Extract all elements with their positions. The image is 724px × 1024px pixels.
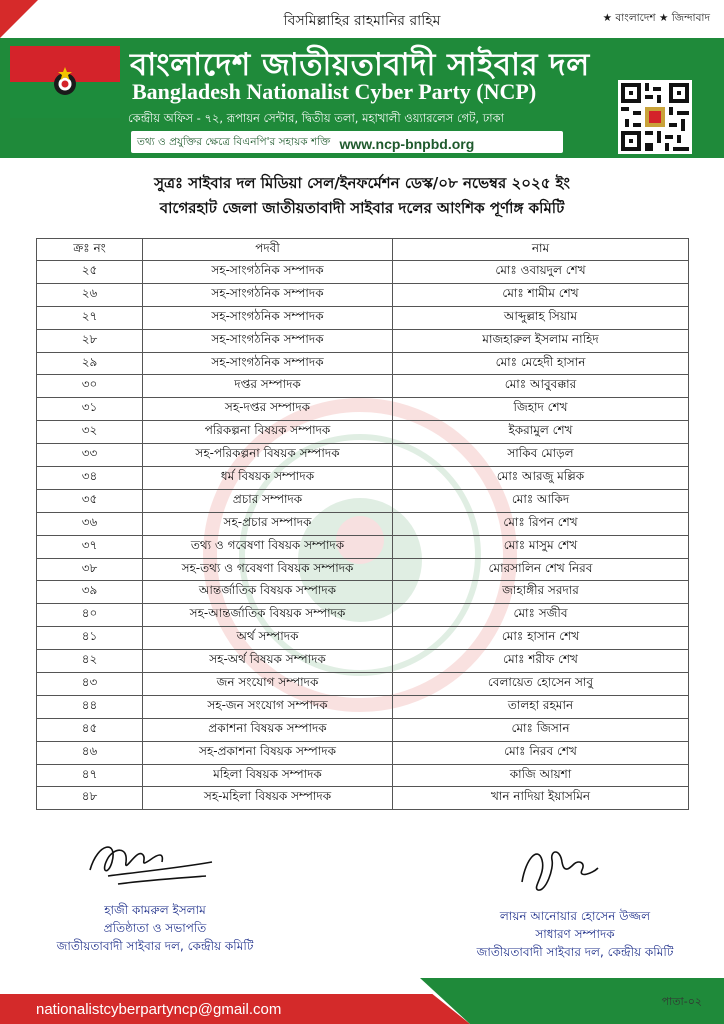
row-name: মোঃ শরীফ শেখ [393, 650, 689, 673]
row-serial: ৪৮ [37, 787, 143, 810]
row-name: মোঃ মেহেদী হাসান [393, 352, 689, 375]
table-row [37, 261, 689, 284]
row-serial: ৩৭ [37, 535, 143, 558]
row-name: বেলায়েত হোসেন সাবু [393, 673, 689, 696]
signatory-left [20, 901, 290, 955]
row-name: জাহাঙ্গীর সরদার [393, 581, 689, 604]
row-serial: ৩৮ [37, 558, 143, 581]
row-designation: অর্থ সম্পাদক [143, 627, 393, 650]
row-name: তালহা রহমান [393, 695, 689, 718]
table-row [37, 535, 689, 558]
party-title-english: Bangladesh Nationalist Cyber Party (NCP) [132, 79, 537, 104]
signatory-right [440, 907, 710, 961]
signatory-right-title: সাধারণ সম্পাদক [535, 927, 615, 941]
row-designation: সহ-তথ্য ও গবেষণা বিষয়ক সম্পাদক [143, 558, 393, 581]
slogan-text: ★ বাংলাদেশ ★ জিন্দাবাদ [602, 12, 710, 24]
row-name: মোঃ ওবায়দুল শেখ [393, 261, 689, 284]
row-name: মোঃ হাসান শেখ [393, 627, 689, 650]
signatory-left-name: হাজী কামরুল ইসলাম [104, 903, 206, 917]
row-name: মোঃ সজীব [393, 604, 689, 627]
row-name: আব্দুল্লাহ সিয়াম [393, 306, 689, 329]
row-designation: প্রচার সম্পাদক [143, 489, 393, 512]
table-row [37, 673, 689, 696]
bismillah-text: বিসমিল্লাহির রাহমানির রাহিম [283, 13, 441, 29]
row-designation: সহ-মহিলা বিষয়ক সম্পাদক [143, 787, 393, 810]
party-title-bangla: বাংলাদেশ জাতীয়তাবাদী সাইবার দল [130, 47, 590, 83]
row-serial: ৩৪ [37, 467, 143, 490]
row-serial: ২৯ [37, 352, 143, 375]
row-serial: ৪৫ [37, 718, 143, 741]
table-row [37, 375, 689, 398]
row-designation: আন্তর্জাতিক বিষয়ক সম্পাদক [143, 581, 393, 604]
row-serial: ২৫ [37, 261, 143, 284]
table-row [37, 741, 689, 764]
row-name: ইকরামুল শেখ [393, 421, 689, 444]
row-designation: তথ্য ও গবেষণা বিষয়ক সম্পাদক [143, 535, 393, 558]
signatory-left-title: প্রতিষ্ঠাতা ও সভাপতি [103, 921, 207, 935]
signature-right [512, 838, 602, 900]
row-name: মোঃ জিসান [393, 718, 689, 741]
qr-code [618, 80, 692, 154]
row-name: কাজি আয়শা [393, 764, 689, 787]
row-serial: ৩৯ [37, 581, 143, 604]
row-serial: ৩৩ [37, 444, 143, 467]
row-name: মোঃ রিপন শেখ [393, 512, 689, 535]
row-name: মাজহারুল ইসলাম নাহিদ [393, 329, 689, 352]
row-designation: সহ-প্রচার সম্পাদক [143, 512, 393, 535]
committee-table [36, 238, 689, 810]
table-row [37, 787, 689, 810]
row-name: মোঃ শামীম শেখ [393, 283, 689, 306]
row-name: মোঃ আরজু মল্লিক [393, 467, 689, 490]
signatory-left-org: জাতীয়তাবাদী সাইবার দল, কেন্দ্রীয় কমিটি [56, 939, 254, 953]
table-row [37, 352, 689, 375]
table-row [37, 581, 689, 604]
page-number: পাতা-০২ [661, 995, 702, 1008]
header-designation: পদবী [143, 239, 393, 261]
table-row [37, 650, 689, 673]
footer-email-link[interactable]: nationalistcyberpartyncp@gmail.com [36, 1001, 282, 1018]
row-name: খান নাদিয়া ইয়াসমিন [393, 787, 689, 810]
table-row [37, 467, 689, 490]
header-serial: ক্রঃ নং [37, 239, 143, 261]
signatory-right-name: লায়ন আনোয়ার হোসেন উজ্জল [499, 909, 651, 923]
row-designation: সহ-প্রকাশনা বিষয়ক সম্পাদক [143, 741, 393, 764]
row-serial: ৪১ [37, 627, 143, 650]
row-designation: সহ-জন সংযোগ সম্পাদক [143, 695, 393, 718]
row-designation: সহ-আন্তর্জাতিক বিষয়ক সম্পাদক [143, 604, 393, 627]
table-row [37, 695, 689, 718]
table-row [37, 444, 689, 467]
row-serial: ২৬ [37, 283, 143, 306]
row-designation: দপ্তর সম্পাদক [143, 375, 393, 398]
row-serial: ২৮ [37, 329, 143, 352]
table-row [37, 512, 689, 535]
row-name: মোঃ মাসুম শেখ [393, 535, 689, 558]
row-name: মোঃ আকিদ [393, 489, 689, 512]
document-subtitle: বাগেরহাট জেলা জাতীয়তাবাদী সাইবার দলের আংশিক পূর্ণাঙ্গ কমিটি [159, 199, 565, 217]
row-designation: সহ-সাংগঠনিক সম্পাদক [143, 261, 393, 284]
table-row [37, 283, 689, 306]
row-serial: ৪৬ [37, 741, 143, 764]
website-link[interactable]: www.ncp-bnpbd.org [339, 135, 475, 152]
table-row [37, 627, 689, 650]
row-serial: ৩১ [37, 398, 143, 421]
table-row [37, 306, 689, 329]
row-serial: ৪২ [37, 650, 143, 673]
table-row [37, 329, 689, 352]
table-row [37, 558, 689, 581]
row-name: মোঃ নিরব শেখ [393, 741, 689, 764]
signature-left [78, 832, 218, 892]
reference-line: সুত্রঃ সাইবার দল মিডিয়া সেল/ইনফর্মেশন ডেস্ক/০৮ নভেম্বর ২০২৫ ইং [154, 174, 570, 192]
row-designation: ধর্ম বিষয়ক সম্পাদক [143, 467, 393, 490]
table-row [37, 489, 689, 512]
table-row [37, 718, 689, 741]
row-designation: সহ-দপ্তর সম্পাদক [143, 398, 393, 421]
row-serial: ৩২ [37, 421, 143, 444]
row-name: মোঃ আবুবক্কার [393, 375, 689, 398]
row-serial: ৩০ [37, 375, 143, 398]
row-name: সাকিব মোড়ল [393, 444, 689, 467]
header-name: নাম [393, 239, 689, 261]
table-row [37, 604, 689, 627]
qr-code-icon [621, 83, 689, 151]
row-serial: ৩৬ [37, 512, 143, 535]
tagline-text: তথ্য ও প্রযুক্তির ক্ষেত্রে বিএনপি'র সহায়ক শক্তি [137, 136, 331, 148]
row-designation: সহ-সাংগঠনিক সম্পাদক [143, 306, 393, 329]
row-serial: ৩৫ [37, 489, 143, 512]
row-designation: সহ-সাংগঠনিক সম্পাদক [143, 283, 393, 306]
party-flag-logo [10, 46, 120, 118]
row-designation: সহ-সাংগঠনিক সম্পাদক [143, 352, 393, 375]
row-designation: মহিলা বিষয়ক সম্পাদক [143, 764, 393, 787]
table-row [37, 398, 689, 421]
table-row [37, 764, 689, 787]
table-row [37, 421, 689, 444]
row-designation: পরিকল্পনা বিষয়ক সম্পাদক [143, 421, 393, 444]
row-designation: প্রকাশনা বিষয়ক সম্পাদক [143, 718, 393, 741]
row-designation: জন সংযোগ সম্পাদক [143, 673, 393, 696]
row-designation: সহ-অর্থ বিষয়ক সম্পাদক [143, 650, 393, 673]
office-address: কেন্দ্রীয় অফিস - ৭২, রূপায়ন সেন্টার, দ্বিতীয় তলা, মহাখালী ওয়্যারলেস গেট, ঢাকা [128, 111, 504, 125]
row-serial: ৪৪ [37, 695, 143, 718]
row-serial: ৪৭ [37, 764, 143, 787]
row-serial: ৪০ [37, 604, 143, 627]
row-serial: ৪৩ [37, 673, 143, 696]
table-header-row [37, 239, 689, 261]
emblem-icon [49, 64, 81, 100]
row-serial: ২৭ [37, 306, 143, 329]
row-name: জিহাদ শেখ [393, 398, 689, 421]
row-designation: সহ-পরিকল্পনা বিষয়ক সম্পাদক [143, 444, 393, 467]
row-designation: সহ-সাংগঠনিক সম্পাদক [143, 329, 393, 352]
tagline-box [131, 131, 563, 153]
signatory-right-org: জাতীয়তাবাদী সাইবার দল, কেন্দ্রীয় কমিটি [476, 945, 674, 959]
row-name: মোরসালিন শেখ নিরব [393, 558, 689, 581]
